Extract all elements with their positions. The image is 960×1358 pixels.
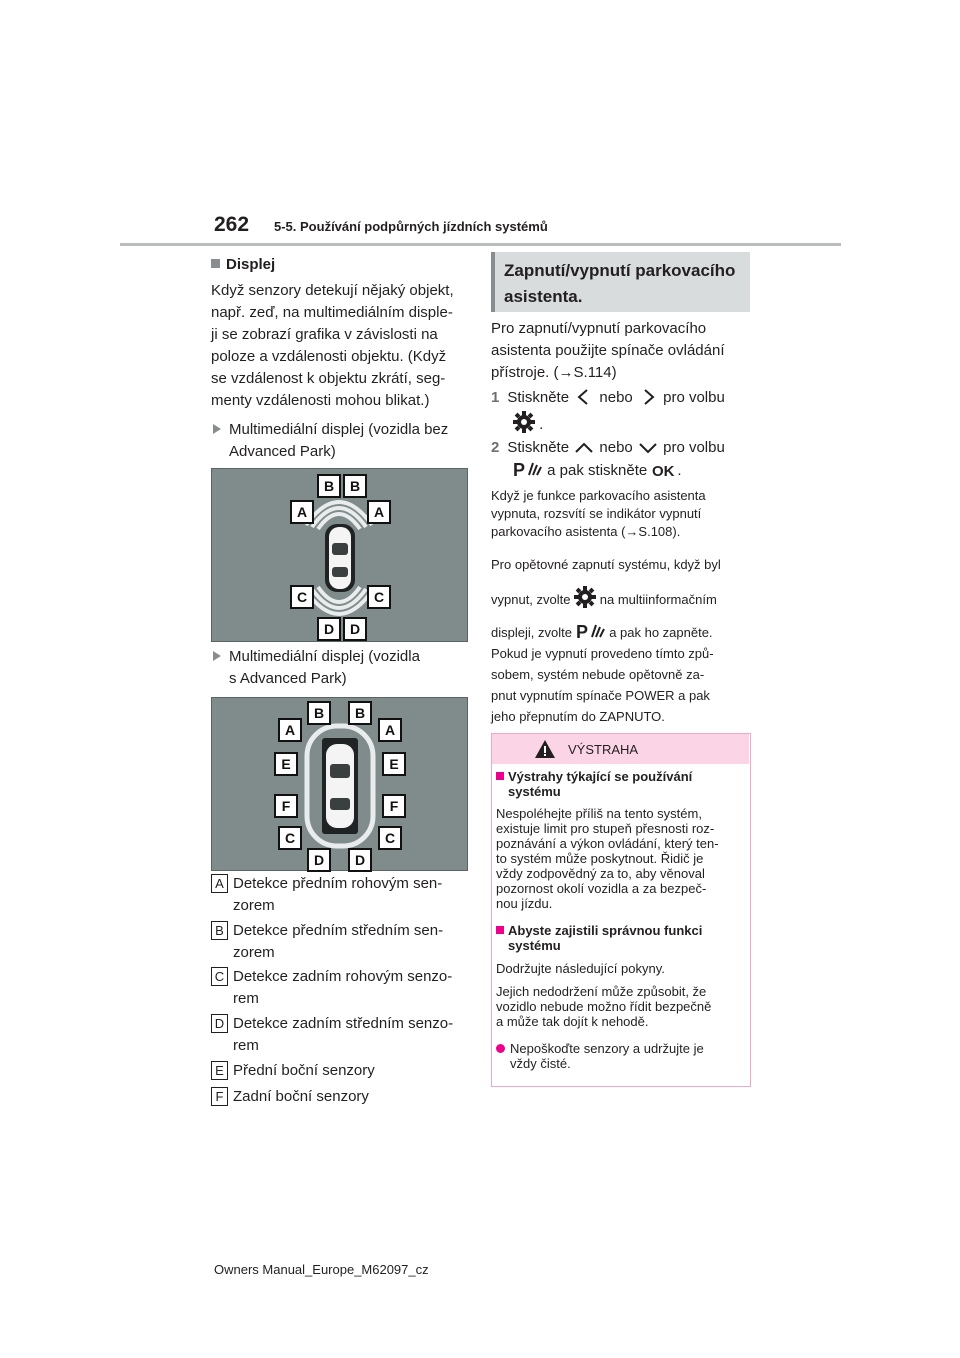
label-a: A (290, 500, 314, 524)
warning-subheading: Abyste zajistili správnou funkci systému (496, 923, 746, 953)
display-heading: Displej (211, 254, 471, 276)
note-reenable: Pro opětovné zapnutí systému, když byl vypnut, zvolte na multiinformačním displeji, zvolte P a pak ho zapněte. (491, 557, 721, 641)
chevron-right-icon (637, 388, 659, 406)
parking-assist-icon (576, 621, 606, 641)
warning-paragraph: Jejich nedodržení může způsobit, že vozidlo nebude možno řídit bezpečně a může tak dojít k nehodě. (496, 984, 712, 1029)
subheading-without-advanced-park: Multimediální displej (vozidla bez Advanced Park) (213, 419, 473, 463)
warning-triangle-icon (534, 739, 556, 759)
subheading-with-advanced-park: Multimediální displej (vozidla s Advanced Park) (213, 646, 473, 690)
label-c: C (290, 585, 314, 609)
parking-assist-icon (513, 459, 543, 479)
triangle-bullet-icon (213, 424, 221, 434)
section-heading: Zapnutí/vypnutí parkovacího asistenta. (504, 261, 736, 306)
footer-text: Owners Manual_Europe_M62097_cz (214, 1262, 429, 1277)
label-a: A (367, 500, 391, 524)
display-line: Když senzory detekují nějaký objekt, (211, 282, 454, 299)
dot-bullet-icon (496, 1044, 505, 1053)
display-line: ji se zobrazí grafika v závislosti na (211, 326, 438, 343)
display-paragraph (211, 280, 471, 412)
label-b: B (317, 474, 341, 498)
step-1: 1 Stiskněte nebo pro volbu . (491, 389, 725, 433)
header-rule (120, 243, 841, 246)
page-number: 262 (214, 213, 250, 236)
chevron-down-icon (637, 440, 659, 456)
svg-text:P: P (513, 460, 526, 479)
gear-icon (574, 586, 596, 608)
triangle-bullet-icon (213, 651, 221, 661)
square-bullet-icon (211, 259, 220, 268)
label-a: A (278, 718, 302, 742)
label-f: F (382, 794, 406, 818)
legend-key: D (211, 1014, 228, 1033)
legend-key: F (211, 1087, 228, 1106)
svg-text:P: P (575, 622, 588, 641)
label-c: C (367, 585, 391, 609)
parking-sensor-diagram-basic (211, 468, 468, 642)
label-c: C (278, 826, 302, 850)
chevron-left-icon (573, 388, 595, 406)
warning-paragraph: Nespoléhejte příliš na tento systém, existuje limit pro stupeň přesnosti roz- poznávání a výkon ovládání, který ten- to systém může poskytnout. Řidič je vždy zodpovědný za to, aby věnoval pozornost okolí vozidla a za bezpeč- nou jízdu. (496, 806, 719, 911)
warning-bullet: Nepoškoďte senzory a udržujte je vždy čisté. (496, 1041, 746, 1071)
label-e: E (274, 752, 298, 776)
svg-text:OK: OK (652, 463, 675, 479)
label-d: D (343, 617, 367, 641)
legend-key: B (211, 921, 228, 940)
warning-header (492, 734, 749, 764)
ok-button-icon (651, 461, 677, 479)
square-bullet-icon (496, 772, 504, 780)
legend-key: E (211, 1061, 228, 1080)
label-d: D (348, 848, 372, 872)
legend-key: A (211, 874, 228, 893)
parking-sensor-diagram-advanced-park (211, 697, 468, 871)
warning-paragraph: Dodržujte následující pokyny. (496, 961, 665, 976)
display-line: poloze a vzdálenosti objektu. (Když (211, 348, 447, 365)
label-b: B (348, 701, 372, 725)
warning-title: VÝSTRAHA (568, 742, 639, 757)
warning-content (496, 769, 746, 1071)
gear-icon (513, 411, 535, 433)
label-d: D (317, 617, 341, 641)
note-parking-off: Když je funkce parkovacího asistenta vypnuta, rozsvítí se indikátor vypnutí parkovacího asistenta (→S.108). (491, 488, 706, 539)
label-b: B (307, 701, 331, 725)
display-line: např. zeď, na multimediálním disple- (211, 304, 453, 321)
car-top-view-icon (212, 698, 467, 870)
label-b: B (343, 474, 367, 498)
display-line: menty vzdálenosti mohou blikat.) (211, 392, 430, 409)
warning-subheading: Výstrahy týkající se používání systému (496, 769, 746, 799)
label-c: C (378, 826, 402, 850)
square-bullet-icon (496, 926, 504, 934)
label-d: D (307, 848, 331, 872)
note-power-switch: Pokud je vypnutí provedeno tímto způ- sobem, systém nebude opětovně za- pnut vypnutím spínače POWER a pak jeho přepnutím do ZAPNUTO. (491, 646, 714, 724)
intro-paragraph: Pro zapnutí/vypnutí parkovacího asistenta použijte spínače ovládání přístroje. (→S.114) (491, 320, 725, 381)
label-a: A (378, 718, 402, 742)
legend-key: C (211, 967, 228, 986)
chevron-up-icon (573, 440, 595, 456)
display-line: se vzdálenost k objektu zkrátí, seg- (211, 370, 446, 387)
label-f: F (274, 794, 298, 818)
step-2: 2 Stiskněte nebo pro volbu P a pak stiskněte OK . (491, 439, 725, 479)
heading-accent-bar (491, 252, 495, 312)
label-e: E (382, 752, 406, 776)
section-title: 5-5. Používání podpůrných jízdních systémů (274, 219, 548, 234)
